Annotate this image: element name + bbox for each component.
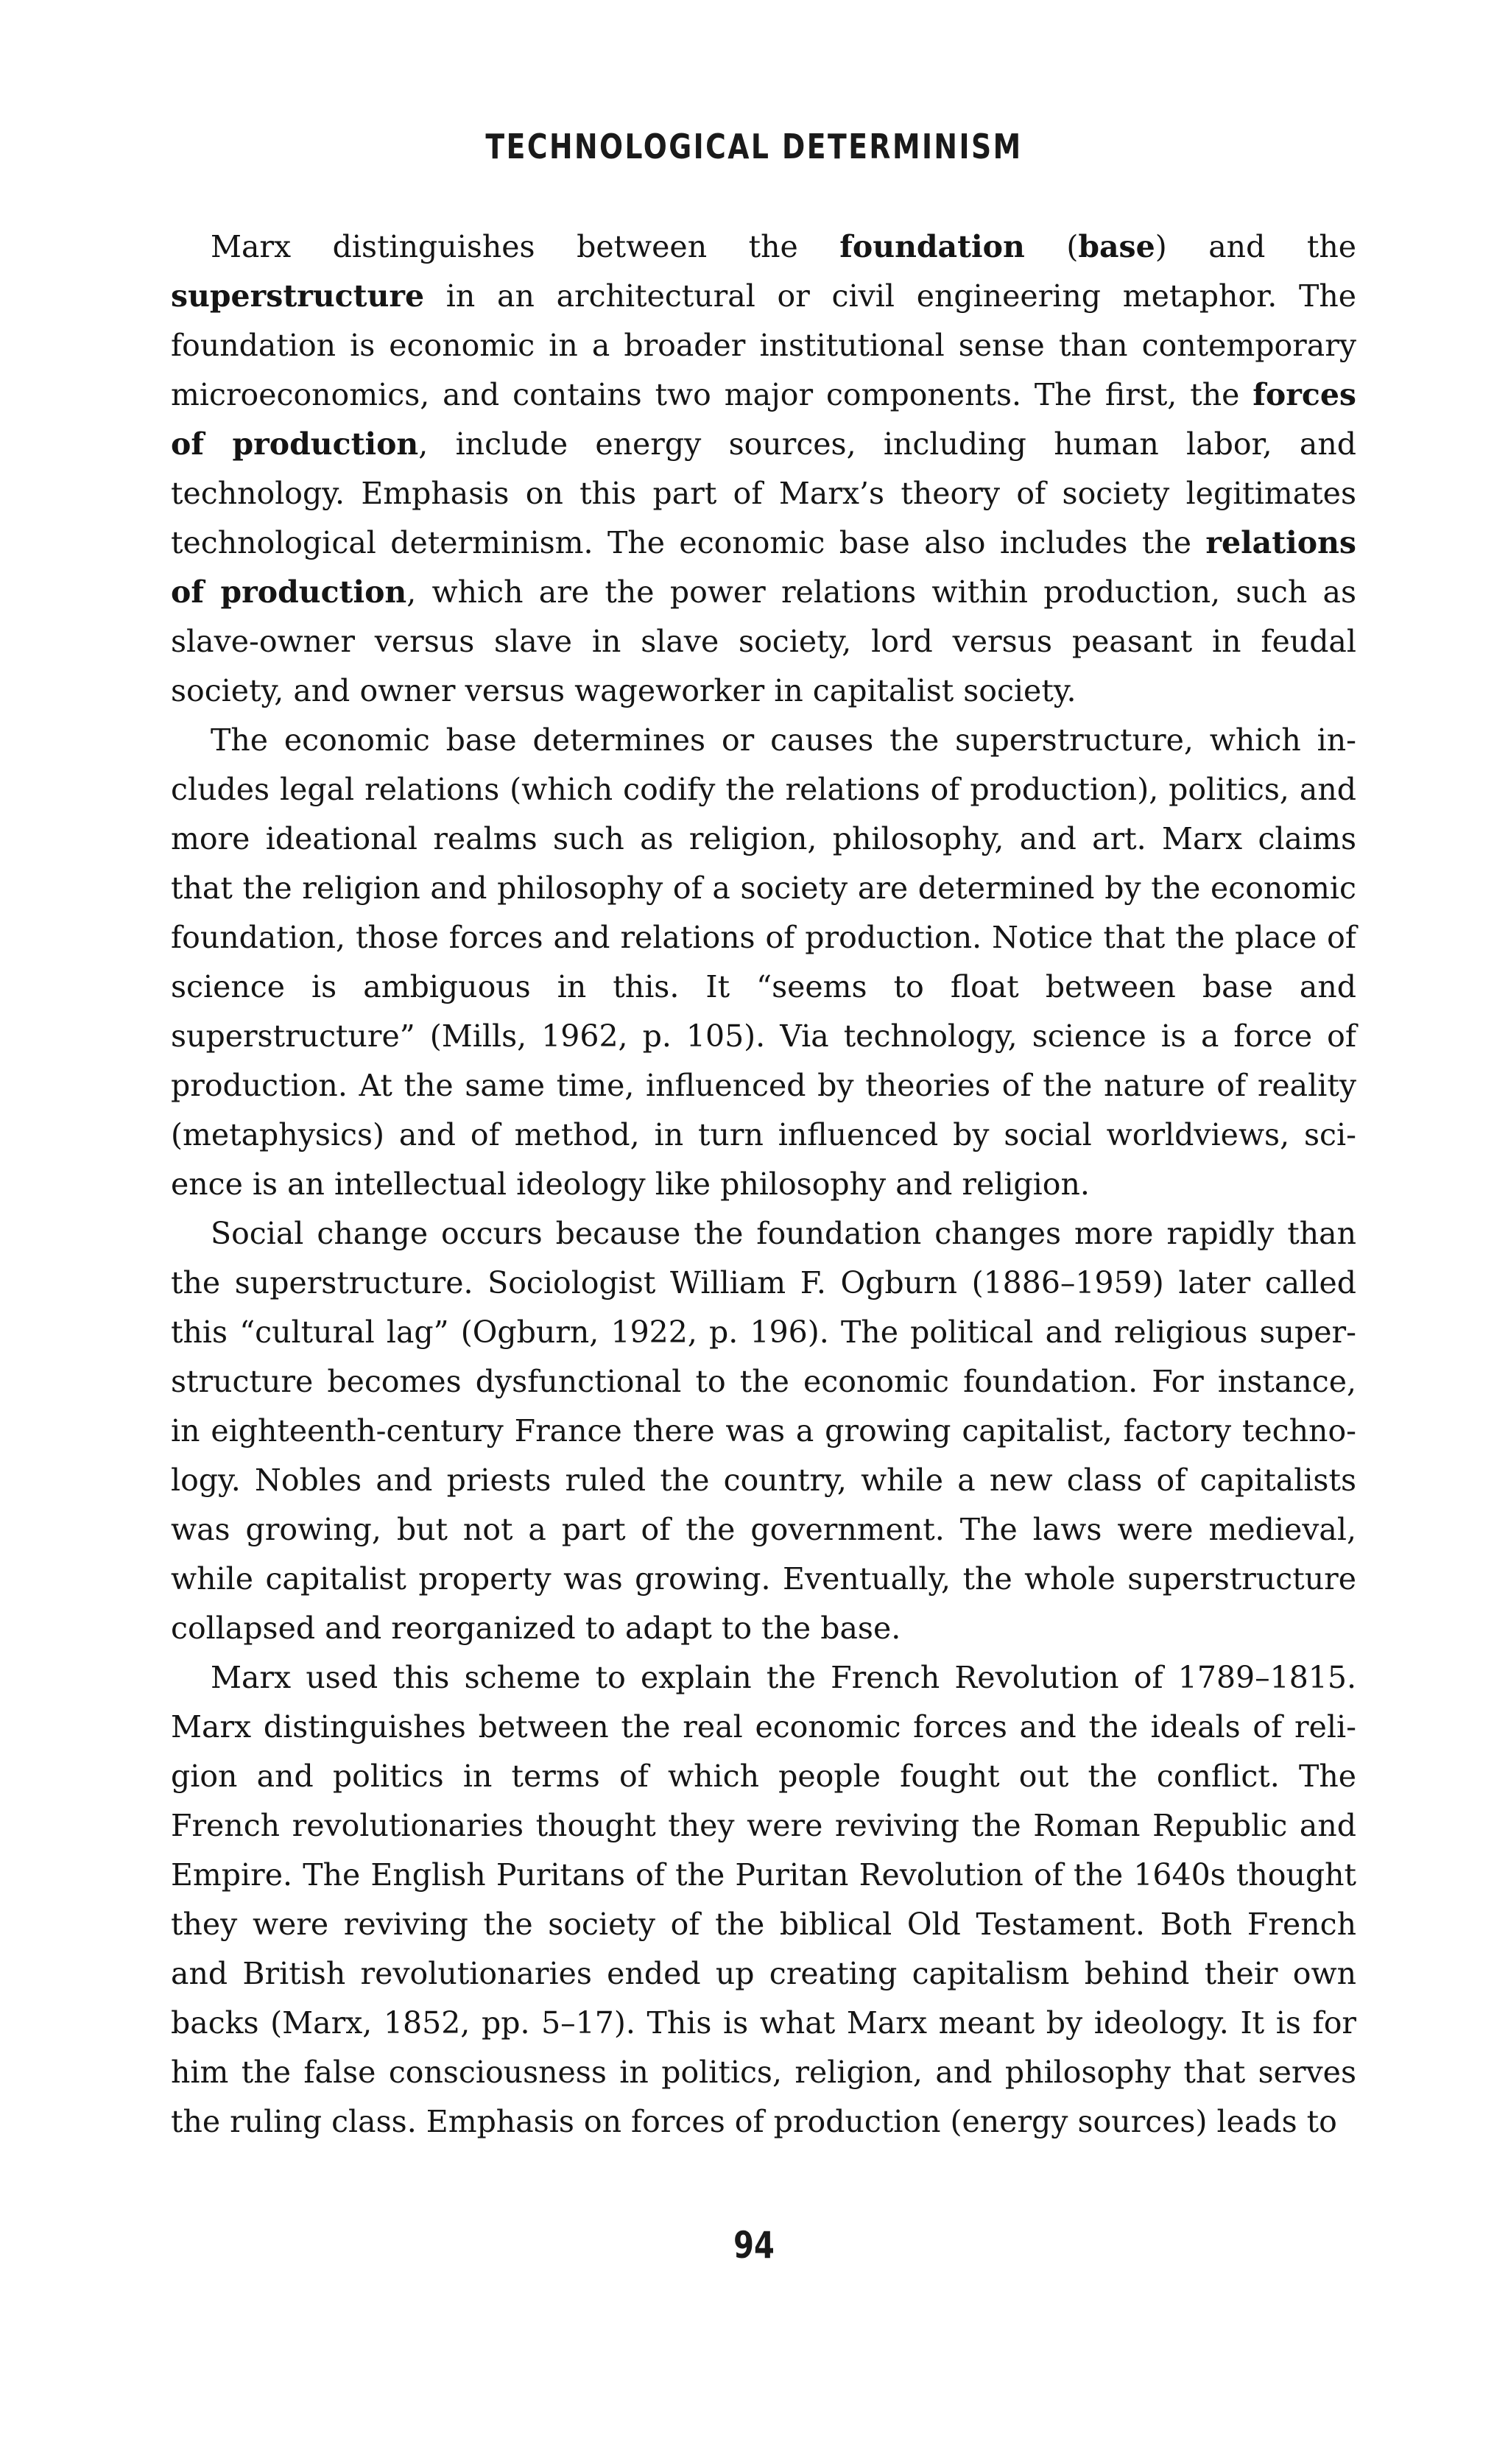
text-run: Social change occurs because the foundation changes more rapidly than the superstructure. Sociologist William F. Ogburn (1886–1959) later called this “cultural lag” (Ogburn, 1922, p. 196). The political and religious superstructure becomes dysfunctional to the economic foundation. For instance, in eighteenth-century France there was a growing capitalist, factory technology. Nobles and priests ruled the country, while a new class of capitalists was growing, but not a part of the government. The laws were medieval, while capitalist property was growing. Eventually, the whole superstructure collapsed and reorganized to adapt to the base. [171, 1216, 1356, 1646]
text-run: , which are the power relations within production, such as slave-owner versus slave in slave society, lord versus peasant in feudal society, and owner versus wageworker in capitalist society. [171, 574, 1357, 708]
page-number: 94 [733, 2224, 775, 2267]
bold-term: superstructure [171, 278, 425, 314]
text-run: Marx used this scheme to explain the French Revolution of 1789–1815. Marx distinguishes between the real economic forces and the ideals of religion and politics in terms of which people fought out the conflict. The French revolutionaries thought they were reviving the Roman Republic and Empire. The English Puritans of the Puritan Revolution of the 1640s thought they were reviving the society of the biblical Old Testament. Both French and British revolutionaries ended up creating capitalism behind their own backs (Marx, 1852, pp. 5–17). This is what Marx meant by ideology. It is for him the false consciousness in politics, religion, and philosophy that serves the ruling class. Emphasis on forces of production (energy sources) leads to [171, 1660, 1356, 2139]
paragraph [171, 222, 1356, 716]
text-run: in an architectural or civil engineering metaphor. The foundation is economic in a broader institutional sense than contemporary microeconomics, and contains two major components. The first, the [171, 278, 1356, 412]
bold-term: base [1078, 229, 1155, 264]
text-run: Marx distinguishes between the [211, 229, 840, 264]
running-head: TECHNOLOGICAL DETERMINISM [485, 127, 1023, 166]
paragraph [171, 716, 1356, 1209]
text-run: ) and the [1155, 229, 1356, 264]
text-run: , include energy sources, including human labor, and technology. Emphasis on this part of Marx’s theory of society legitimates technological determinism. The economic base also includes the [171, 426, 1357, 560]
bold-term: foundation [839, 229, 1025, 264]
text-run: The economic base determines or causes the superstructure, which includes legal relations (which codify the relations of production), politics, and more ideational realms such as religion, philosophy, and art. Marx claims that the religion and philosophy of a society are determined by the economic foundation, those forces and relations of production. Notice that the place of science is ambiguous in this. It “seems to float between base and superstructure” (Mills, 1962, p. 105). Via technology, science is a force of production. At the same time, influenced by theories of the nature of reality (metaphysics) and of method, in turn influenced by social worldviews, science is an intellectual ideology like philosophy and religion. [171, 722, 1356, 1202]
paragraph [171, 1209, 1356, 1653]
text-run: ( [1024, 229, 1079, 264]
bold-term: forces of production [171, 377, 1356, 462]
paragraph [171, 1653, 1356, 2147]
body-text [171, 222, 1356, 2147]
bold-term: relations of production [171, 525, 1356, 610]
